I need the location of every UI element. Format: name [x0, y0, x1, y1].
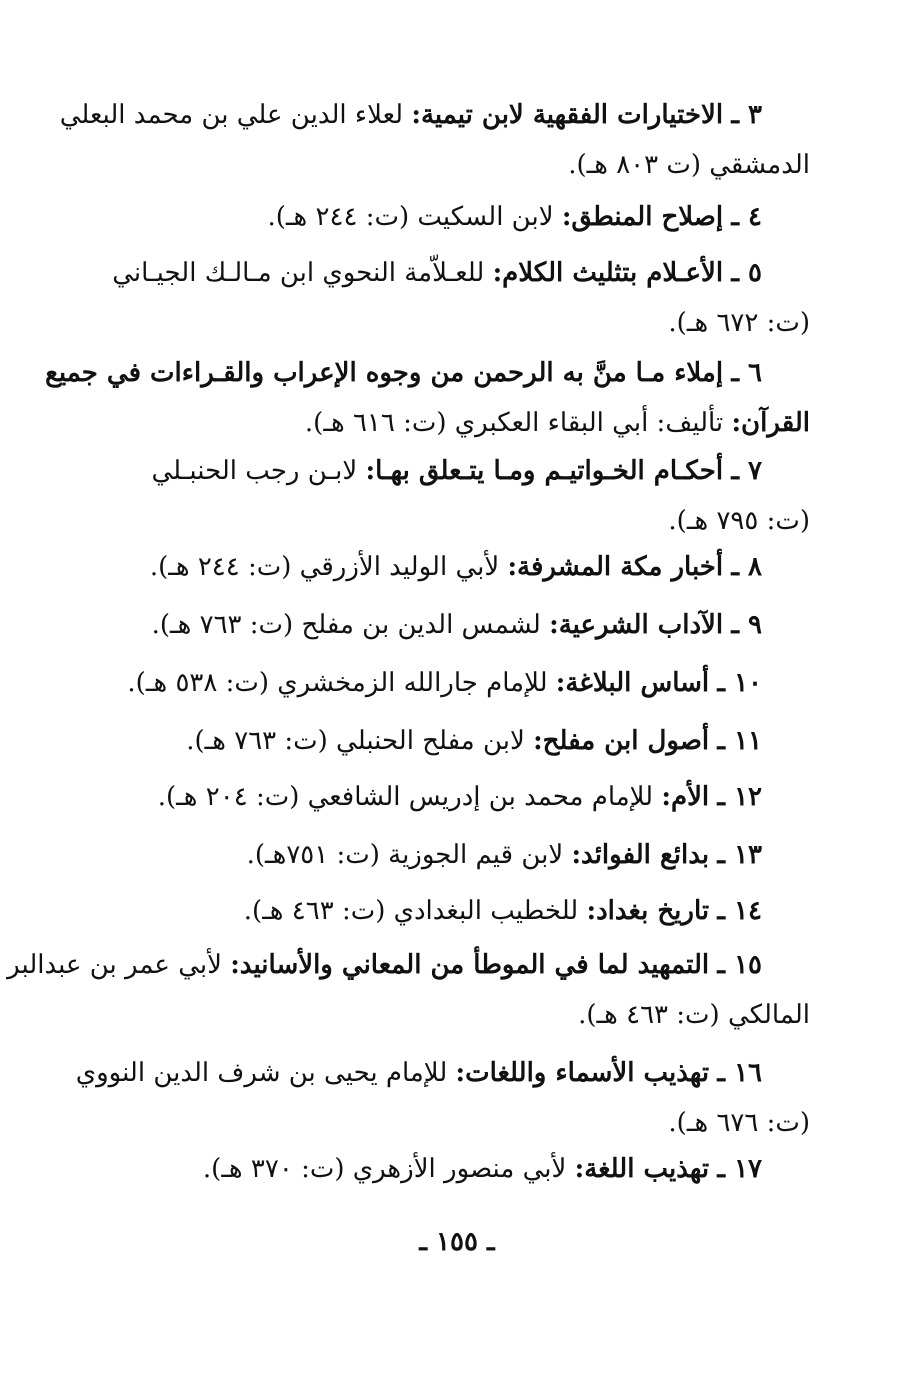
entry-title: إملاء مـا منَّ به الرحمن من وجوه الإعراب والقـراءات في جميع: [45, 358, 724, 388]
entry-line: [120, 542, 810, 592]
entry-title: إصلاح المنطق:: [561, 202, 724, 232]
entry-number: ٩ ـ: [731, 610, 762, 640]
entry-title: بدائع الفوائد:: [571, 840, 710, 870]
entry-line: [120, 716, 810, 766]
bibliography-entry-11: [120, 716, 810, 766]
entry-line: [112, 248, 810, 298]
entry-number: ١٥ ـ: [717, 950, 762, 980]
entry-title: أحكـام الخـواتيـم ومـا يتـعلق بهـا:: [365, 456, 724, 486]
entry-continuation: (ت: ٦٧٢ هـ).: [668, 308, 810, 338]
bibliography-entry-13: [120, 830, 810, 880]
entry-number: ٤ ـ: [731, 202, 762, 232]
bibliography-entry-9: [120, 600, 810, 650]
entry-title: الآداب الشرعية:: [549, 610, 724, 640]
entry-author: لعلاء الدين علي بن محمد البعلي: [59, 100, 404, 130]
entry-author: للإمام يحيى بن شرف الدين النووي: [75, 1058, 448, 1088]
entry-title: أصول ابن مفلح:: [533, 726, 710, 756]
bibliography-entry-4: [120, 192, 810, 242]
bibliography-entry-7: [120, 446, 810, 546]
page-number: ـ ١٥٥ ـ: [419, 1227, 495, 1257]
entry-author: للخطيب البغدادي (ت: ٤٦٣ هـ).: [243, 896, 579, 926]
entry-title-continuation: القرآن:: [731, 408, 810, 438]
entry-line: [120, 192, 810, 242]
entry-author: للإمام جارالله الزمخشري (ت: ٥٣٨ هـ).: [127, 668, 548, 698]
entry-author: لابن السكيت (ت: ٢٤٤ هـ).: [267, 202, 554, 232]
entry-line: [7, 940, 810, 990]
entry-title: الأم:: [661, 782, 710, 812]
entry-line: [75, 1048, 810, 1098]
entry-line: [120, 658, 810, 708]
entry-line: [59, 90, 810, 140]
entry-author: لأبي منصور الأزهري (ت: ٣٧٠ هـ).: [202, 1154, 567, 1184]
bibliography-entry-8: [120, 542, 810, 592]
entry-number: ٣ ـ: [731, 100, 762, 130]
bibliography-entry-15: [7, 940, 810, 1040]
entry-title: التمهيد لما في الموطأ من المعاني والأسانيد:: [230, 950, 710, 980]
entry-author: لابن مفلح الحنبلي (ت: ٧٦٣ هـ).: [186, 726, 525, 756]
entry-author: للإمام محمد بن إدريس الشافعي (ت: ٢٠٤ هـ).: [157, 782, 654, 812]
entry-line: [45, 348, 810, 398]
bibliography-entry-3: [59, 90, 810, 190]
entry-author: تأليف: أبي البقاء العكبري (ت: ٦١٦ هـ).: [304, 408, 724, 438]
entry-author: لابـن رجب الحنبـلي: [151, 456, 358, 486]
entry-line: [120, 600, 810, 650]
entry-title: أخبار مكة المشرفة:: [507, 552, 724, 582]
entry-number: ١٣ ـ: [717, 840, 762, 870]
entry-number: ١٦ ـ: [717, 1058, 762, 1088]
entry-line: [120, 446, 810, 496]
entry-title: تهذيب الأسماء واللغات:: [455, 1058, 710, 1088]
entry-number: ٦ ـ: [731, 358, 762, 388]
entry-line: [120, 830, 810, 880]
entry-continuation: الدمشقي (ت ٨٠٣ هـ).: [568, 150, 810, 180]
entry-author: للعـلاّمة النحوي ابن مـالـك الجيـاني: [112, 258, 485, 288]
entry-author: لابن قيم الجوزية (ت: ٧٥١هـ).: [246, 840, 564, 870]
entry-number: ١١ ـ: [717, 726, 762, 756]
entry-author: لأبي عمر بن عبدالبر: [7, 950, 222, 980]
entry-number: ١٠ ـ: [717, 668, 762, 698]
entry-number: ٧ ـ: [731, 456, 762, 486]
entry-line: [120, 1144, 810, 1194]
entry-line: [120, 886, 810, 936]
bibliography-entry-10: [120, 658, 810, 708]
bibliography-entry-16: [75, 1048, 810, 1148]
entry-title: الاختيارات الفقهية لابن تيمية:: [411, 100, 724, 130]
entry-number: ١٢ ـ: [717, 782, 762, 812]
entry-number: ١٧ ـ: [717, 1154, 762, 1184]
entry-continuation: (ت: ٧٩٥ هـ).: [668, 506, 810, 536]
bibliography-entry-6: [45, 348, 810, 448]
bibliography-entry-17: [120, 1144, 810, 1194]
entry-number: ٨ ـ: [731, 552, 762, 582]
entry-continuation: المالكي (ت: ٤٦٣ هـ).: [578, 1000, 810, 1030]
entry-title: الأعـلام بتثليث الكلام:: [492, 258, 724, 288]
entry-continuation: (ت: ٦٧٦ هـ).: [668, 1108, 810, 1138]
entry-author: لأبي الوليد الأزرقي (ت: ٢٤٤ هـ).: [149, 552, 500, 582]
bibliography-entry-14: [120, 886, 810, 936]
bibliography-entry-12: [120, 772, 810, 822]
entry-title: تهذيب اللغة:: [574, 1154, 710, 1184]
entry-title: أساس البلاغة:: [555, 668, 710, 698]
entry-title: تاريخ بغداد:: [586, 896, 710, 926]
entry-number: ١٤ ـ: [717, 896, 762, 926]
entry-author: لشمس الدين بن مفلح (ت: ٧٦٣ هـ).: [151, 610, 541, 640]
entry-line: [120, 772, 810, 822]
entry-continuation: [120, 398, 810, 448]
bibliography-entry-5: [112, 248, 810, 348]
entry-number: ٥ ـ: [731, 258, 762, 288]
